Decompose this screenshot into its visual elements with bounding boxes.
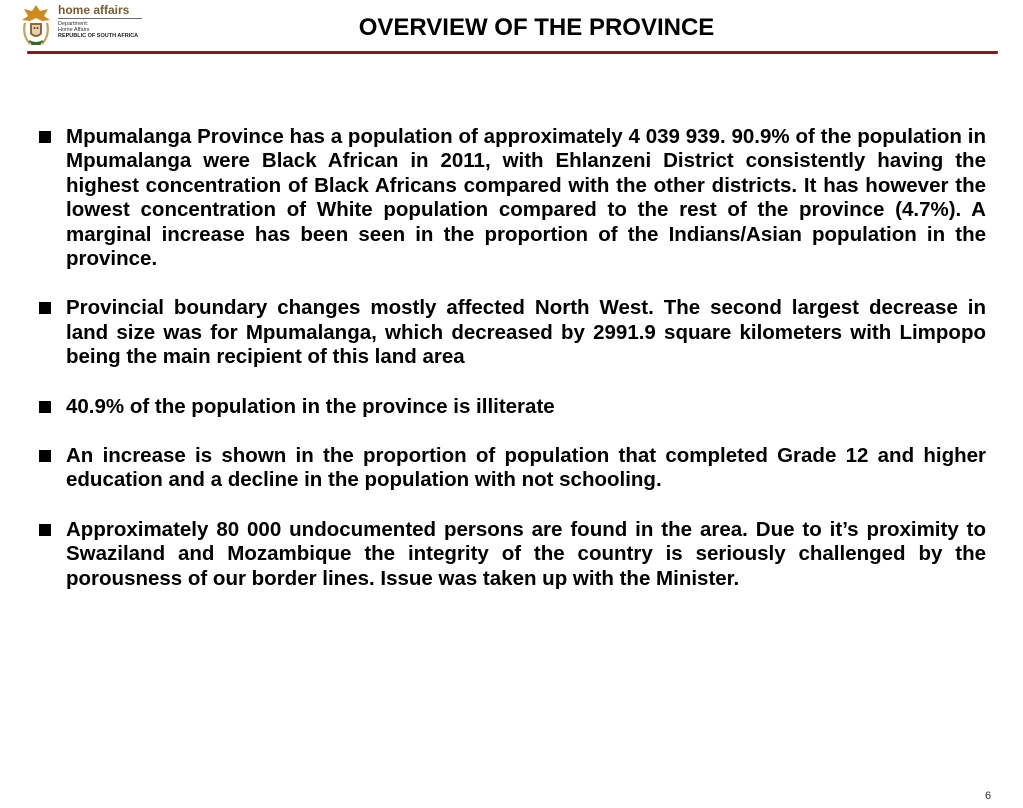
bullet-text: Mpumalanga Province has a population of approximately 4 039 939. 90.9% of the population in Mpumalanga were Black African in 2011, with Ehlanzeni District consistently having the highest concentration of Black Africans compared with the other districts. It has however the lowest concentration of White population compared to the rest of the province (4.7%). A marginal increase has been seen in the proportion of the Indians/Asian population in the province.: [66, 125, 986, 271]
square-bullet-icon: [39, 302, 51, 314]
logo-line-republic: REPUBLIC OF SOUTH AFRICA: [58, 33, 139, 39]
logo-line-department: Department:: [58, 21, 89, 27]
logo-line-home-affairs: Home Affairs: [58, 27, 90, 33]
bullet-item-illiteracy: [37, 395, 986, 419]
header-divider: [27, 51, 998, 54]
bullet-item-population: [37, 125, 986, 271]
bullet-item-education: [37, 444, 986, 493]
logo-brand: home affairs: [58, 3, 130, 17]
square-bullet-icon: [39, 524, 51, 536]
page-number: 6: [985, 790, 992, 802]
square-bullet-icon: [39, 131, 51, 143]
bullet-item-boundary: [37, 296, 986, 369]
slide-title: OVERVIEW OF THE PROVINCE: [358, 14, 715, 41]
bullet-text: Approximately 80 000 undocumented persons are found in the area. Due to it’s proximity to Swaziland and Mozambique the integrity of the country is seriously challenged by the porousness of our border lines. Issue was taken up with the Minister.: [66, 517, 986, 590]
logo-text-block: [58, 3, 158, 39]
bullet-text: An increase is shown in the proportion of population that completed Grade 12 and higher education and a decline in the population with not schooling.: [66, 444, 986, 492]
coat-of-arms-icon: [20, 3, 52, 47]
bullet-item-undocumented: [37, 518, 986, 591]
slide-header: [0, 0, 1023, 56]
bullet-list: [37, 125, 986, 616]
square-bullet-icon: [39, 401, 51, 413]
square-bullet-icon: [39, 450, 51, 462]
logo-divider: [58, 18, 142, 19]
home-affairs-logo: [20, 3, 155, 47]
bullet-text: Provincial boundary changes mostly affected North West. The second largest decrease in land size was for Mpumalanga, which decreased by 2991.9 square kilometers with Limpopo being the main recipient of this land area: [66, 296, 986, 369]
bullet-text: 40.9% of the population in the province is illiterate: [66, 394, 555, 418]
